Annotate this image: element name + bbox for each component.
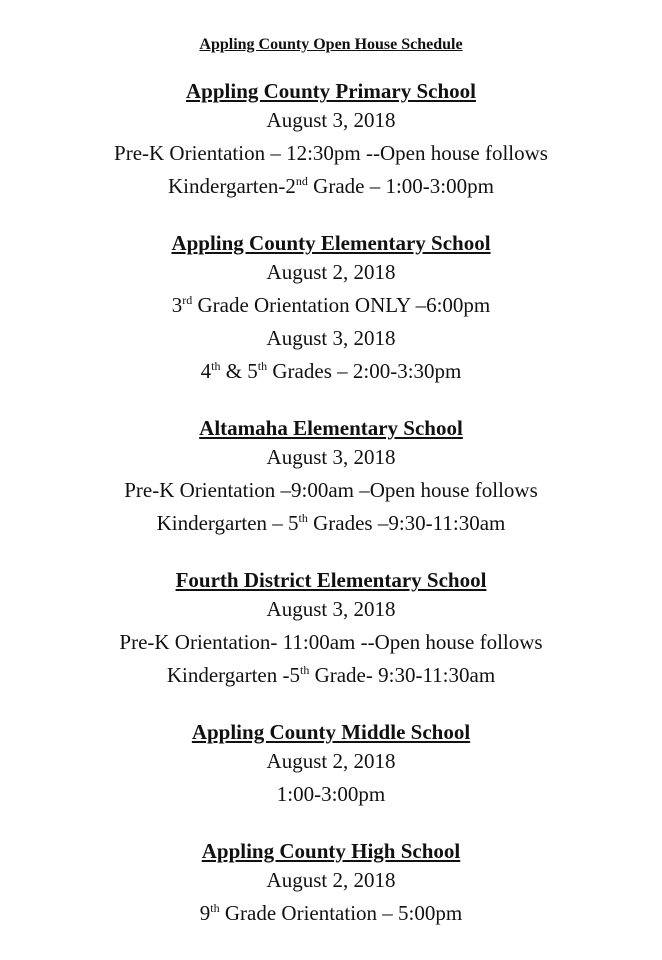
document-title: Appling County Open House Schedule: [199, 36, 463, 53]
schedule-line: August 2, 2018: [266, 749, 396, 773]
school-name: Appling County Primary School: [186, 79, 476, 103]
school-section-primary: [0, 78, 662, 203]
schedule-line: August 3, 2018: [266, 445, 396, 469]
schedule-line: Pre-K Orientation- 11:00am --Open house follows: [119, 630, 543, 654]
school-name: Appling County Elementary School: [171, 231, 491, 255]
school-section-high: [0, 838, 662, 930]
schedule-line: 3rd Grade Orientation ONLY –6:00pm: [171, 293, 491, 317]
schedule-line: Pre-K Orientation – 12:30pm --Open house follows: [114, 141, 548, 165]
schedule-line: Kindergarten -5th Grade- 9:30-11:30am: [166, 663, 496, 687]
schedule-line: Pre-K Orientation –9:00am –Open house follows: [124, 478, 538, 502]
school-name: Altamaha Elementary School: [199, 416, 463, 440]
school-name: Fourth District Elementary School: [175, 568, 487, 592]
schedule-line: 1:00-3:00pm: [276, 782, 386, 806]
schedule-line: 4th & 5th Grades – 2:00-3:30pm: [200, 359, 462, 383]
school-section-elementary: [0, 230, 662, 388]
schedule-line: August 3, 2018: [266, 326, 396, 350]
schedule-line: August 2, 2018: [266, 260, 396, 284]
school-section-altamaha: [0, 415, 662, 540]
school-section-middle: [0, 719, 662, 811]
schedule-line: Kindergarten – 5th Grades –9:30-11:30am: [156, 511, 506, 535]
schedule-line: August 3, 2018: [266, 108, 396, 132]
schedule-line: August 3, 2018: [266, 597, 396, 621]
school-name: Appling County Middle School: [191, 720, 471, 744]
school-section-fourth-district: [0, 567, 662, 692]
school-name: Appling County High School: [201, 839, 461, 863]
schedule-line: August 2, 2018: [266, 868, 396, 892]
schedule-line: Kindergarten-2nd Grade – 1:00-3:00pm: [168, 174, 494, 198]
schedule-line: 9th Grade Orientation – 5:00pm: [199, 901, 463, 925]
